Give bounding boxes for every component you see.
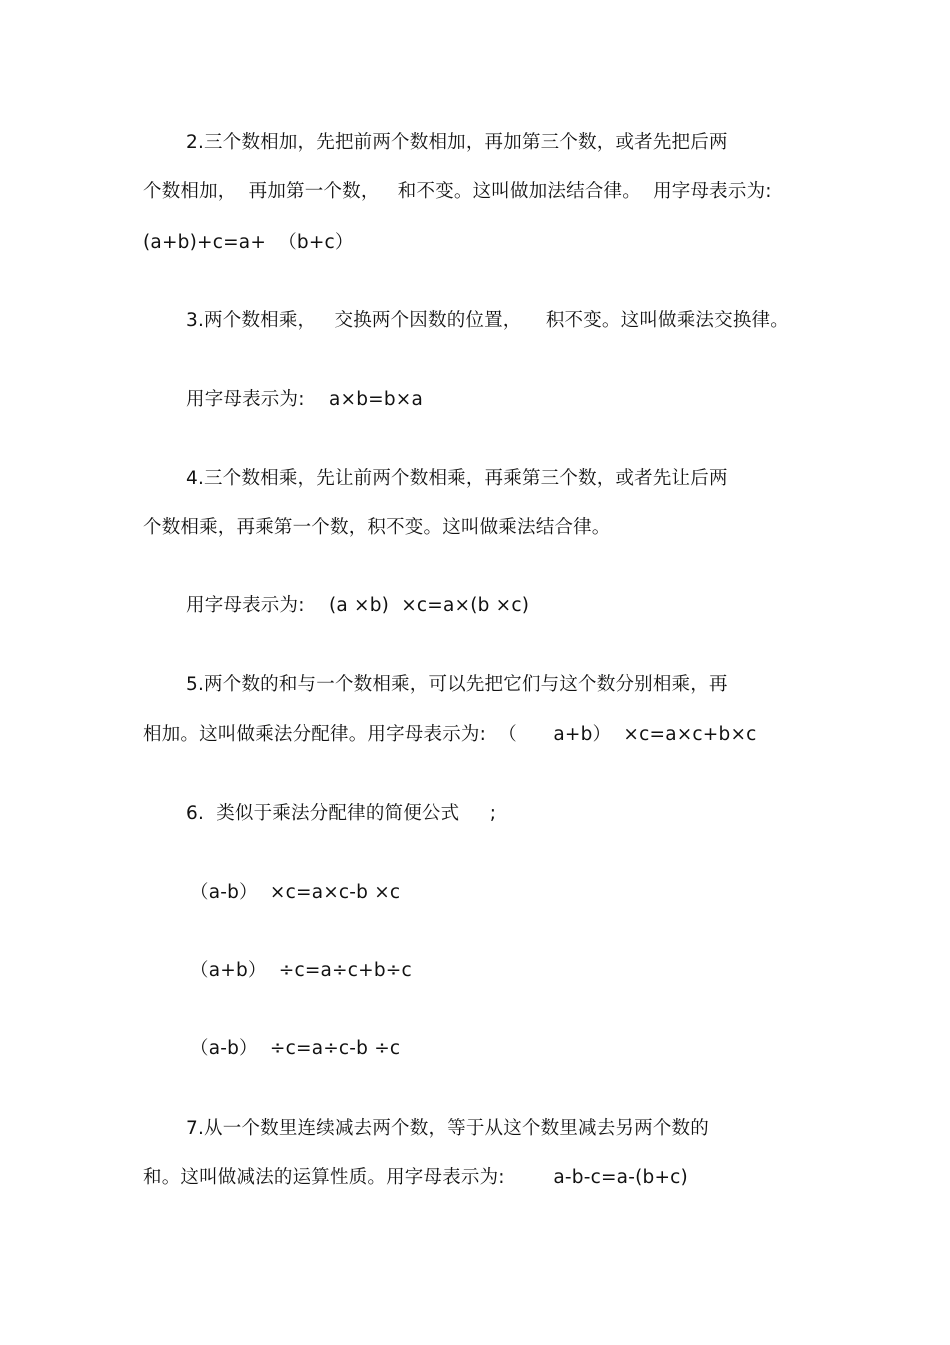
law-4-formula: 用字母表示为: (a ×b) ×c=a×(b ×c) (186, 595, 530, 616)
law-6-formula-3: （a-b） ÷c=a÷c-b ÷c (190, 1038, 401, 1059)
law-2-formula: (a+b)+c=a+ （b+c） (143, 232, 354, 253)
law-6-formula-2: （a+b） ÷c=a÷c+b÷c (190, 960, 412, 981)
law-5-line-1: 5.两个数的和与一个数相乘，可以先把它们与这个数分别相乘，再 (186, 674, 728, 695)
law-2-line-2: 个数相加， 再加第一个数， 和不变。这叫做加法结合律。 用字母表示为: (143, 181, 772, 202)
law-6-heading: 6. 类似于乘法分配律的简便公式 ; (186, 803, 497, 824)
law-6-formula-1: （a-b） ×c=a×c-b ×c (190, 882, 401, 903)
law-3-line-1: 3.两个数相乘， 交换两个因数的位置， 积不变。这叫做乘法交换律。 (186, 310, 789, 331)
law-7-line-1: 7.从一个数里连续减去两个数，等于从这个数里减去另两个数的 (186, 1118, 709, 1139)
law-7-line-2: 和。这叫做减法的运算性质。用字母表示为: a-b-c=a-(b+c) (143, 1167, 688, 1188)
law-3-formula: 用字母表示为: a×b=b×a (186, 389, 424, 410)
law-4-line-1: 4.三个数相乘，先让前两个数相乘，再乘第三个数，或者先让后两 (186, 468, 728, 489)
law-4-line-2: 个数相乘，再乘第一个数，积不变。这叫做乘法结合律。 (143, 517, 611, 538)
law-2-line-1: 2.三个数相加，先把前两个数相加，再加第三个数，或者先把后两 (186, 132, 728, 153)
law-5-line-2: 相加。这叫做乘法分配律。用字母表示为: （ a+b） ×c=a×c+b×c (143, 724, 757, 745)
